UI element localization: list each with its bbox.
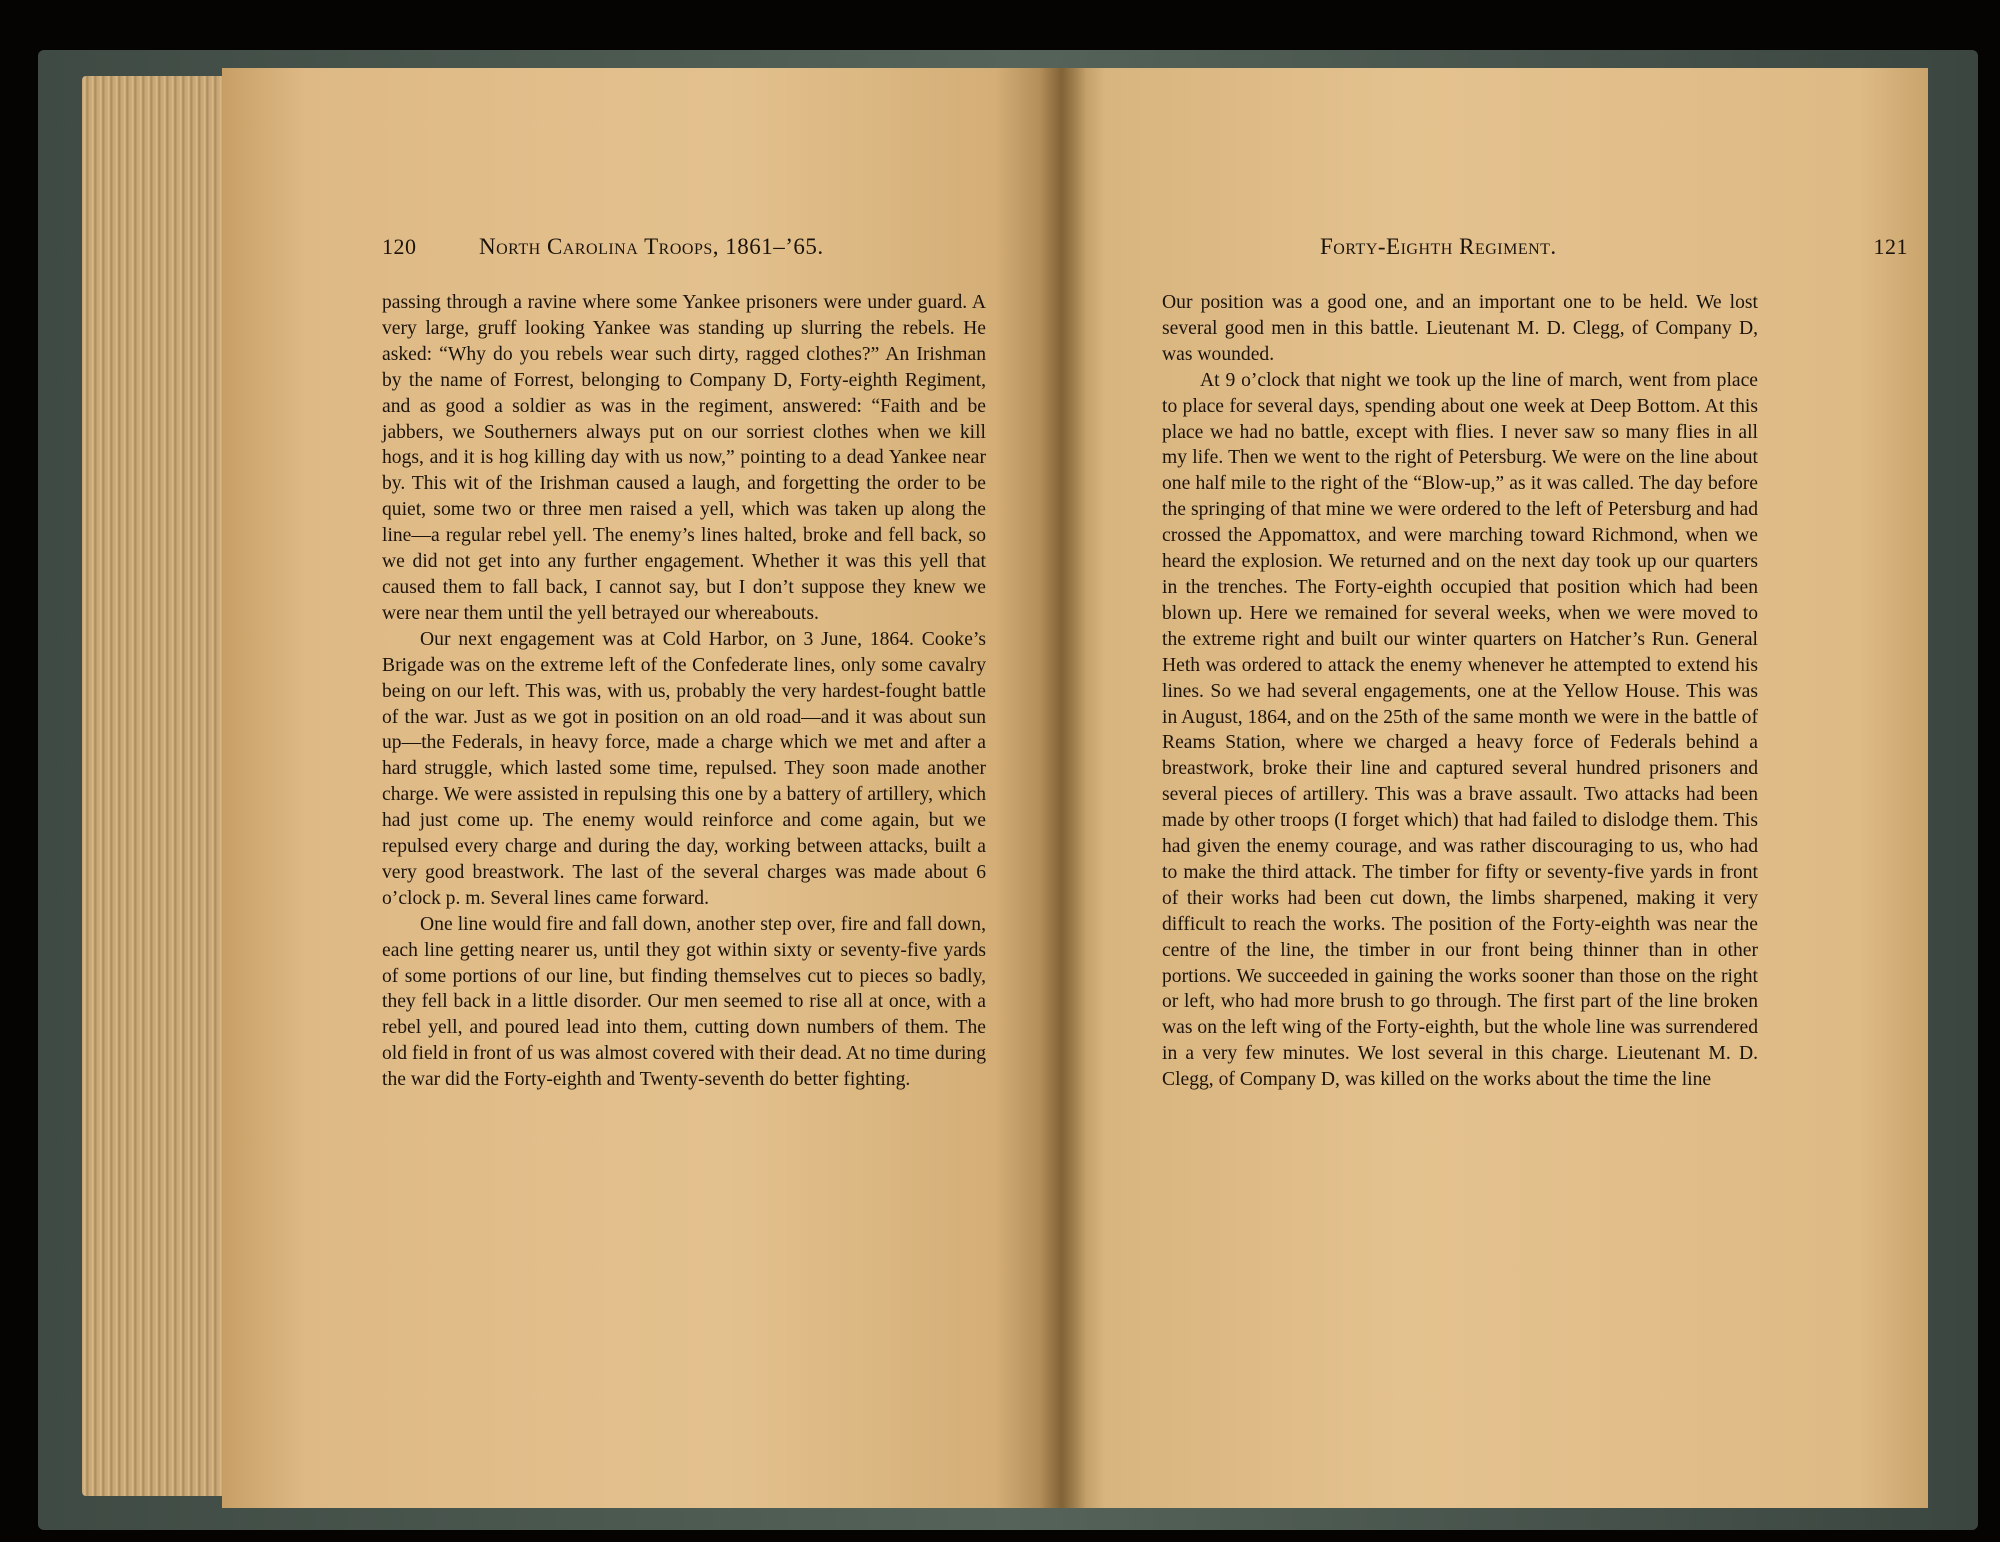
right-page-body: [1162, 290, 1758, 1093]
page-number: 121: [1873, 234, 1908, 259]
paragraph: Our position was a good one, and an important one to be held. We lost several good men in this battle. Lieutenant M. D. Clegg, of Company D, was wounded.: [1162, 292, 1758, 365]
paragraph: At 9 o’clock that night we took up the line of march, went from place to place for several days, spending about one week at Deep Bottom. At this place we had no battle, except with flies. I never saw so many flies in all my life. Then we went to the right of Petersburg. We were on the line about one half mile to the right of the “Blow-up,” as it was called. The day before the springing of that mine we were ordered to the left of Petersburg and had crossed the Appomattox, and were marching toward Richmond, when we heard the explosion. We returned and on the next day took up our quarters in the trenches. The Forty-eighth occupied that position which had been blown up. Here we remained for several weeks, when we were moved to the extreme right and built our winter quarters on Hatcher’s Run. General Heth was ordered to attack the enemy whenever he attempted to extend his lines. So we had several engagements, one at the Yellow House. This was in August, 1864, and on the 25th of the same month we were in the battle of Reams Station, where we charged a heavy force of Federals behind a breastwork, broke their line and captured several hundred prisoners and several pieces of artillery. This was a brave assault. Two attacks had been made by other troops (I forget which) that had failed to dislodge them. This had given the enemy courage, and was rather discouraging to us, who had to make the third attack. The timber for fifty or seventy-five yards in front of their works had been cut down, the limbs sharpened, making it very difficult to reach the works. The position of the Forty-eighth was near the centre of the line, the timber in our front being thinner than in other portions. We succeeded in gaining the works sooner than those on the right or left, who had more brush to go through. The first part of the line broken was on the left wing of the Forty-eighth, but the whole line was surrendered in a very few minutes. We lost several in this charge. Lieutenant M. D. Clegg, of Company D, was killed on the works about the time the line: [1162, 369, 1758, 1091]
book-gutter: [1040, 68, 1086, 1508]
right-page: [1062, 68, 1928, 1508]
page-edges: [82, 76, 232, 1496]
running-head: North Carolina Troops, 1861–’65.: [479, 234, 824, 259]
right-page-header: [1320, 234, 1908, 264]
paragraph: One line would fire and fall down, another step over, fire and fall down, each line getting nearer us, until they got within sixty or seventy-five yards of some portions of our line, but finding themselves cut to pieces so badly, they fell back in a little disorder. Our men seemed to rise all at once, with a rebel yell, and poured lead into them, cutting down numbers of them. The old field in front of us was almost covered with their dead. At no time during the war did the Forty-eighth and Twenty-seventh do better fighting.: [382, 913, 986, 1091]
page-number: 120: [382, 234, 417, 259]
left-page-header: [382, 234, 982, 264]
running-head: Forty-Eighth Regiment.: [1320, 234, 1557, 259]
left-page-body: [382, 290, 986, 1093]
paragraph: passing through a ravine where some Yankee prisoners were under guard. A very large, gruff looking Yankee was standing up slurring the rebels. He asked: “Why do you rebels wear such dirty, ragged clothes?” An Irishman by the name of Forrest, belonging to Company D, Forty-eighth Regiment, and as good a soldier as was in the regiment, answered: “Faith and be jabbers, we Southerners always put on our sorriest clothes when we kill hogs, and it is hog killing day with us now,” pointing to a dead Yankee near by. This wit of the Irishman caused a laugh, and forgetting the order to be quiet, some two or three men raised a yell, which was taken up along the line—a regular rebel yell. The enemy’s lines halted, broke and fell back, so we did not get into any further engagement. Whether it was this yell that caused them to fall back, I cannot say, but I don’t suppose they knew we were near them until the yell betrayed our whereabouts.: [382, 292, 986, 624]
paragraph: Our next engagement was at Cold Harbor, on 3 June, 1864. Cooke’s Brigade was on the extreme left of the Confederate lines, only some cavalry being on our left. This was, with us, probably the very hardest-fought battle of the war. Just as we got in position on an old road—and it was about sun up—the Federals, in heavy force, made a charge which we met and after a hard struggle, which lasted some time, repulsed. They soon made another charge. We were assisted in repulsing this one by a battery of artillery, which had just come up. The enemy would reinforce and come again, but we repulsed every charge and during the day, working between attacks, built a very good breastwork. The last of the several charges was made about 6 o’clock p. m. Several lines came forward.: [382, 628, 986, 909]
left-page: [222, 68, 1062, 1508]
